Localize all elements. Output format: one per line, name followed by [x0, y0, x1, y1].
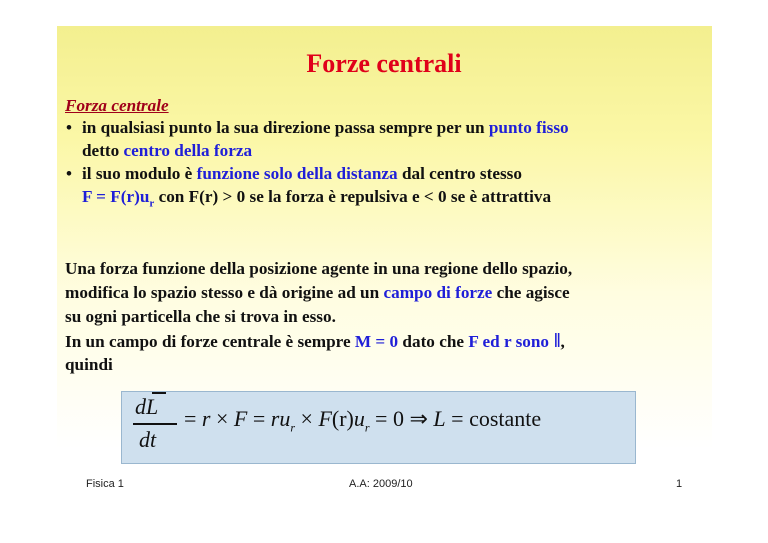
- paragraph-line-1: Una forza funzione della posizione agente in una regione dello spazio,: [65, 259, 573, 278]
- formula-numerator: dL: [135, 394, 159, 419]
- footer-year: A.A: 2009/10: [349, 478, 413, 490]
- paragraph-text-c: che agisce: [492, 283, 570, 302]
- force-sign-text: con F(r) > 0 se la forza è repulsiva e < 0 se è attrattiva: [154, 187, 552, 206]
- paragraph-text-4c: dato che: [398, 332, 469, 351]
- fraction-bar: [133, 423, 177, 425]
- formula-rhs: = $r \times F = ru_r \times F(r)u_r = 0$ ⇒ L = costante: [184, 406, 542, 435]
- bullet-1-line-1: [82, 118, 569, 138]
- paragraph-line-5: quindi: [65, 355, 113, 374]
- bullet-2-text-a: il suo modulo è: [82, 164, 197, 183]
- bullet-1-text-b: detto: [82, 141, 124, 160]
- bullet-2-line-1: [82, 164, 522, 184]
- formula-denominator: dt: [139, 427, 157, 452]
- paragraph-text-a: modifica lo spazio stesso e dà origine ad un: [65, 283, 384, 302]
- section-heading: Forza centrale: [65, 96, 169, 115]
- bullet-1-text-a: in qualsiasi punto la sua direzione passa sempre per un: [82, 118, 489, 137]
- bullet-2-text-c: dal centro stesso: [397, 164, 522, 183]
- paragraph-text-4a: In un campo di forze centrale è sempre: [65, 332, 355, 351]
- bullet-2-marker: •: [66, 164, 72, 183]
- parallel-symbol: ‖: [549, 330, 561, 352]
- bullet-2-line-2: [82, 187, 551, 213]
- bullet-2-highlight: funzione solo della distanza: [196, 164, 398, 183]
- slide-title: Forze centrali: [306, 49, 462, 78]
- bullet-1-highlight-centro: centro della forza: [123, 141, 253, 160]
- paragraph-line-2: [65, 283, 570, 303]
- footer-course: Fisica 1: [86, 478, 124, 490]
- force-formula-sub: r: [149, 197, 155, 210]
- paragraph-highlight-m0: M = 0: [354, 332, 399, 351]
- paragraph-highlight-campo: campo di forze: [383, 283, 493, 302]
- vector-arrow-L-numerator: [152, 392, 166, 394]
- paragraph-line-3: su ogni particella che si trova in esso.: [65, 307, 336, 326]
- paragraph-line-4: [65, 331, 565, 352]
- paragraph-highlight-fr: F ed r sono: [468, 332, 550, 351]
- bullet-1-marker: •: [66, 118, 72, 137]
- paragraph-comma: ,: [560, 332, 565, 351]
- footer-page-number: 1: [676, 478, 683, 490]
- bullet-1-highlight-punto-fisso: punto fisso: [488, 118, 569, 137]
- force-formula-text: F = F(r)u: [82, 187, 150, 206]
- bullet-1-line-2: [82, 141, 252, 161]
